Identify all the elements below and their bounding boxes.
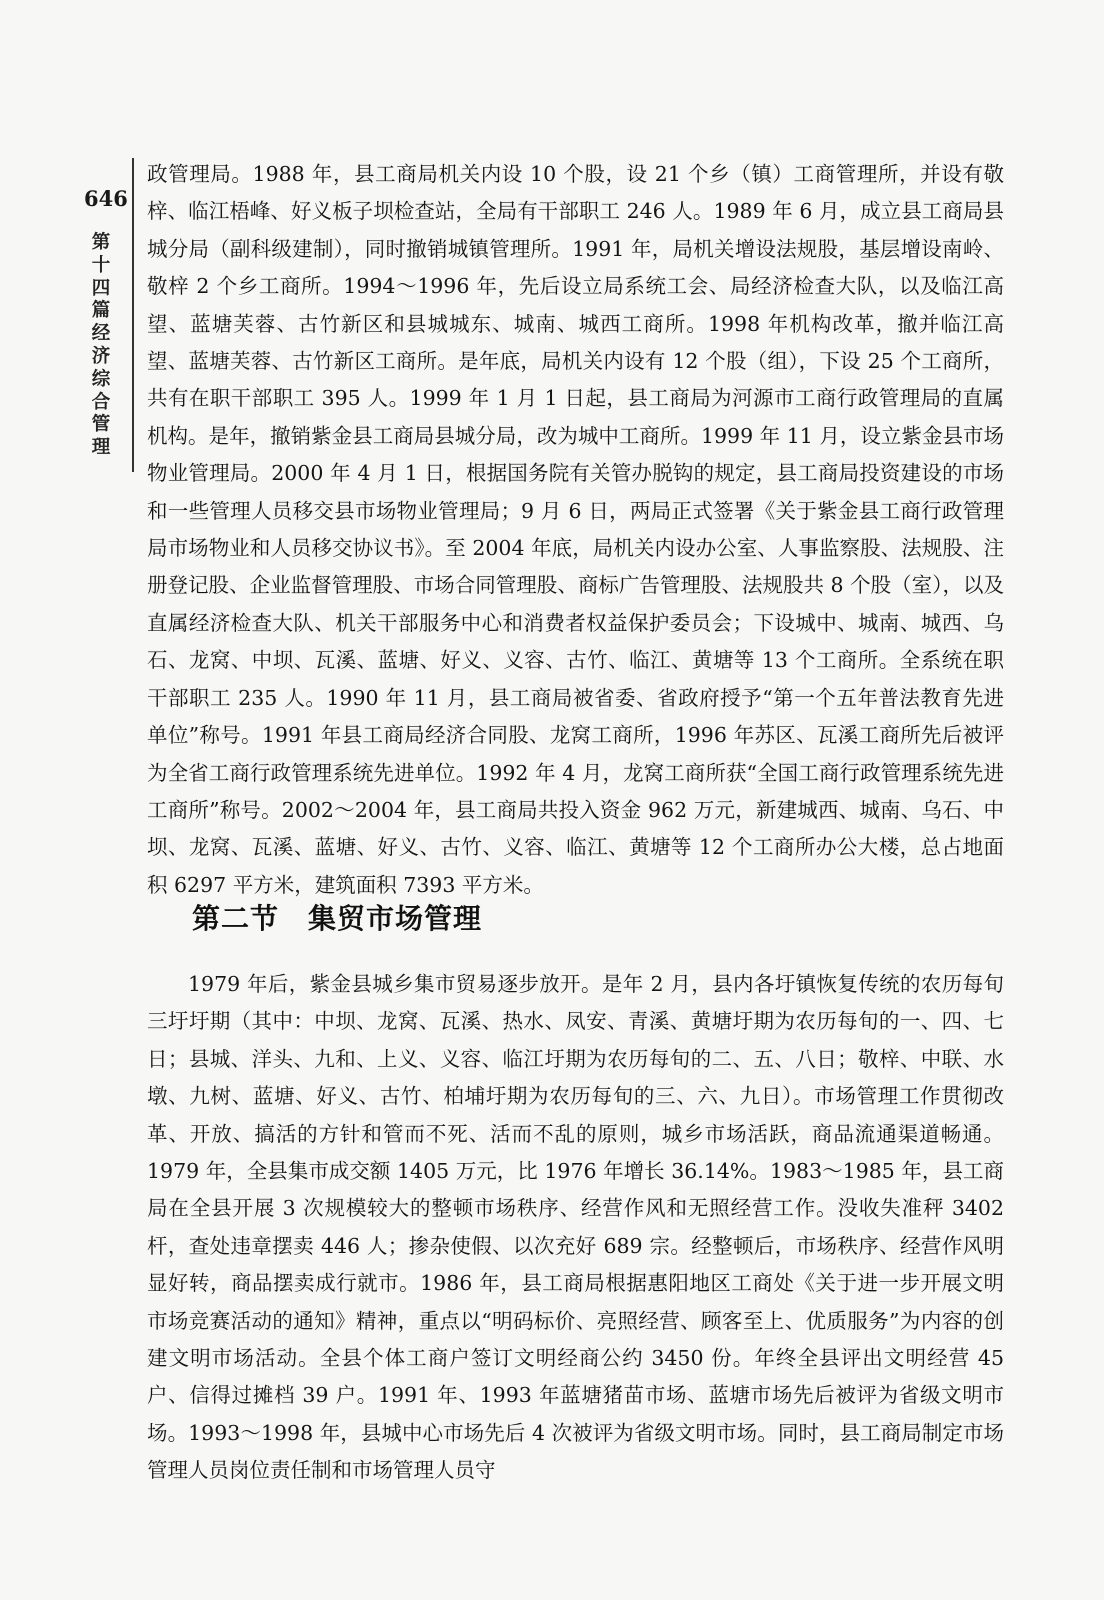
section2-heading: 第二节 集贸市场管理 <box>192 902 483 935</box>
section2-paragraph: 1979 年后，紫金县城乡集市贸易逐步放开。是年 2 月，县内各圩镇恢复传统的农历每旬三圩圩期（其中：中坝、龙窝、瓦溪、热水、凤安、青溪、黄塘圩期为农历每旬的一、四、七日；县城、洋头、九和、上义、义容、临江圩期为农历每旬的二、五、八日；敬梓、中联、水墩、九树、蓝塘、好义、古竹、柏埔圩期为农历每旬的三、六、九日）。市场管理工作贯彻改革、开放、搞活的方针和管而不死、活而不乱的原则，城乡市场活跃，商品流通渠道畅通。1979 年，全县集市成交额 1405 万元，比 1976 年增长 36.14%。1983～1985 年，县工商局在全县开展 3 次规模较大的整顿市场秩序、经营作风和无照经营工作。没收失准秤 3402 杆，查处违章摆卖 446 人；掺杂使假、以次充好 689 宗。经整顿后，市场秩序、经营作风明显好转，商品摆卖成行就市。1986 年，县工商局根据惠阳地区工商处《关于进一步开展文明市场竞赛活动的通知》精神，重点以“明码标价、亮照经营、顾客至上、优质服务”为内容的创建文明市场活动。全县个体工商户签订文明经商公约 3450 份。年终全县评出文明经营 45 户、信得过摊档 39 户。1991 年、1993 年蓝塘猪苗市场、蓝塘市场先后被评为省级文明市场。1993～1998 年，县城中心市场先后 4 次被评为省级文明市场。同时，县工商局制定市场管理人员岗位责任制和市场管理人员守 <box>147 972 1004 1483</box>
section1-paragraph: 政管理局。1988 年，县工商局机关内设 10 个股，设 21 个乡（镇）工商管理所，并设有敬梓、临江梧峰、好义板子坝检查站，全局有干部职工 246 人。1989 年 6 月，成立县工商局县城分局（副科级建制），同时撤销城镇管理所。1991 年，局机关增设法规股，基层增设南岭、敬梓 2 个乡工商所。1994～1996 年，先后设立局系统工会、局经济检查大队，以及临江高望、蓝塘芙蓉、古竹新区和县城城东、城南、城西工商所。1998 年机构改革，撤并临江高望、蓝塘芙蓉、古竹新区工商所。是年底，局机关内设有 12 个股（组），下设 25 个工商所，共有在职干部职工 395 人。1999 年 1 月 1 日起，县工商局为河源市工商行政管理局的直属机构。是年，撤销紫金县工商局县城分局，改为城中工商所。1999 年 11 月，设立紫金县市场物业管理局。2000 年 4 月 1 日，根据国务院有关管办脱钩的规定，县工商局投资建设的市场和一些管理人员移交县市场物业管理局；9 月 6 日，两局正式签署《关于紫金县工商行政管理局市场物业和人员移交协议书》。至 2004 年底，局机关内设办公室、人事监察股、法规股、注册登记股、企业监督管理股、市场合同管理股、商标广告管理股、法规股共 8 个股（室），以及直属经济检查大队、机关干部服务中心和消费者权益保护委员会；下设城中、城南、城西、乌石、龙窝、中坝、瓦溪、蓝塘、好义、义容、古竹、临江、黄塘等 13 个工商所。全系统在职干部职工 235 人。1990 年 11 月，县工商局被省委、省政府授予“第一个五年普法教育先进单位”称号。1991 年县工商局经济合同股、龙窝工商所，1996 年苏区、瓦溪工商所先后被评为全省工商行政管理系统先进单位。1992 年 4 月，龙窝工商所获“全国工商行政管理系统先进工商所”称号。2002～2004 年，县工商局共投入资金 962 万元，新建城西、城南、乌石、中坝、龙窝、瓦溪、蓝塘、好义、古竹、义容、临江、黄塘等 12 个工商所办公大楼，总占地面积 6297 平方米，建筑面积 7393 平方米。 <box>147 162 1004 897</box>
section1-text <box>147 156 1004 904</box>
chapter-label: 第十四篇 经济综合管理 <box>91 232 111 459</box>
section2-text <box>147 966 1004 1490</box>
page-number: 646 <box>84 186 128 211</box>
margin-rule <box>132 158 134 472</box>
